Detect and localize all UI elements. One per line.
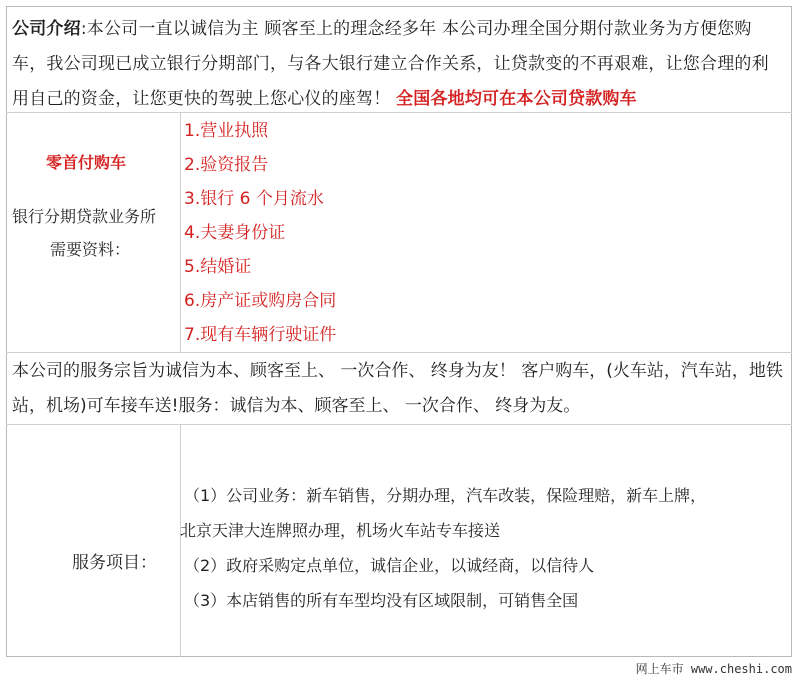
docs-label-line1: 银行分期贷款业务所	[12, 207, 157, 226]
document-item: 7.现有车辆行驶证件	[184, 325, 337, 345]
service-item: （1）公司业务：新车销售，分期办理，汽车改装，保险理赔，新车上牌，	[184, 486, 707, 505]
column-divider	[180, 112, 181, 352]
service-item: （2）政府采购定点单位，诚信企业，以诚经商，以信待人	[184, 556, 595, 575]
document-item: 2.验资报告	[184, 155, 269, 175]
required-documents-list	[184, 114, 336, 352]
row-divider	[6, 424, 792, 425]
service-item: 北京天津大连牌照办理，机场火车站专车接送	[180, 521, 501, 540]
service-aim-text: 本公司的服务宗旨为诚信为本、顾客至上、 一次合作、 终身为友！ 客户购车，(火车站，汽车站，地铁站，机场)可车接车送!服务：诚信为本、顾客至上、 一次合作、 终身为友。	[12, 361, 783, 416]
document-item: 5.结婚证	[184, 257, 252, 277]
company-intro: 公司介绍:本公司一直以诚信为主 顾客至上的理念经多年 本公司办理全国分期付款业务为方便您购车，我公司现已成立银行分期部门，与各大银行建立合作关系，让贷款变的不再艰难，让您合理的利用自己的资金，让您更快的驾驶上您心仪的座驾！ 全国各地均可在本公司贷款购车	[12, 19, 769, 109]
service-item: （3）本店销售的所有车型均没有区域限制，可销售全国	[184, 591, 579, 610]
services-label: 服务项目：	[72, 553, 157, 573]
intro-body: 本公司一直以诚信为主 顾客至上的理念经多年 本公司办理全国分期付款业务为方便您购车，我公司现已成立银行分期部门，与各大银行建立合作关系，让贷款变的不再艰难，让您合理的利用自己的资金，让您更快的驾驶上您心仪的座驾！	[12, 19, 769, 109]
intro-lead: 公司介绍	[12, 19, 81, 39]
zero-down-label: 零首付购车	[46, 153, 127, 172]
document-item: 1.营业执照	[184, 121, 269, 141]
row-divider	[6, 352, 792, 353]
loan-highlight: 全国各地均可在本公司贷款购车	[396, 89, 637, 109]
document-item: 3.银行 6 个月流水	[184, 189, 324, 209]
docs-label-line2: 需要资料：	[50, 240, 131, 259]
services-list	[180, 478, 788, 618]
document-item: 4.夫妻身份证	[184, 223, 286, 243]
site-watermark: 网上车市 www.cheshi.com	[635, 662, 792, 676]
document-item: 6.房产证或购房合同	[184, 291, 337, 311]
